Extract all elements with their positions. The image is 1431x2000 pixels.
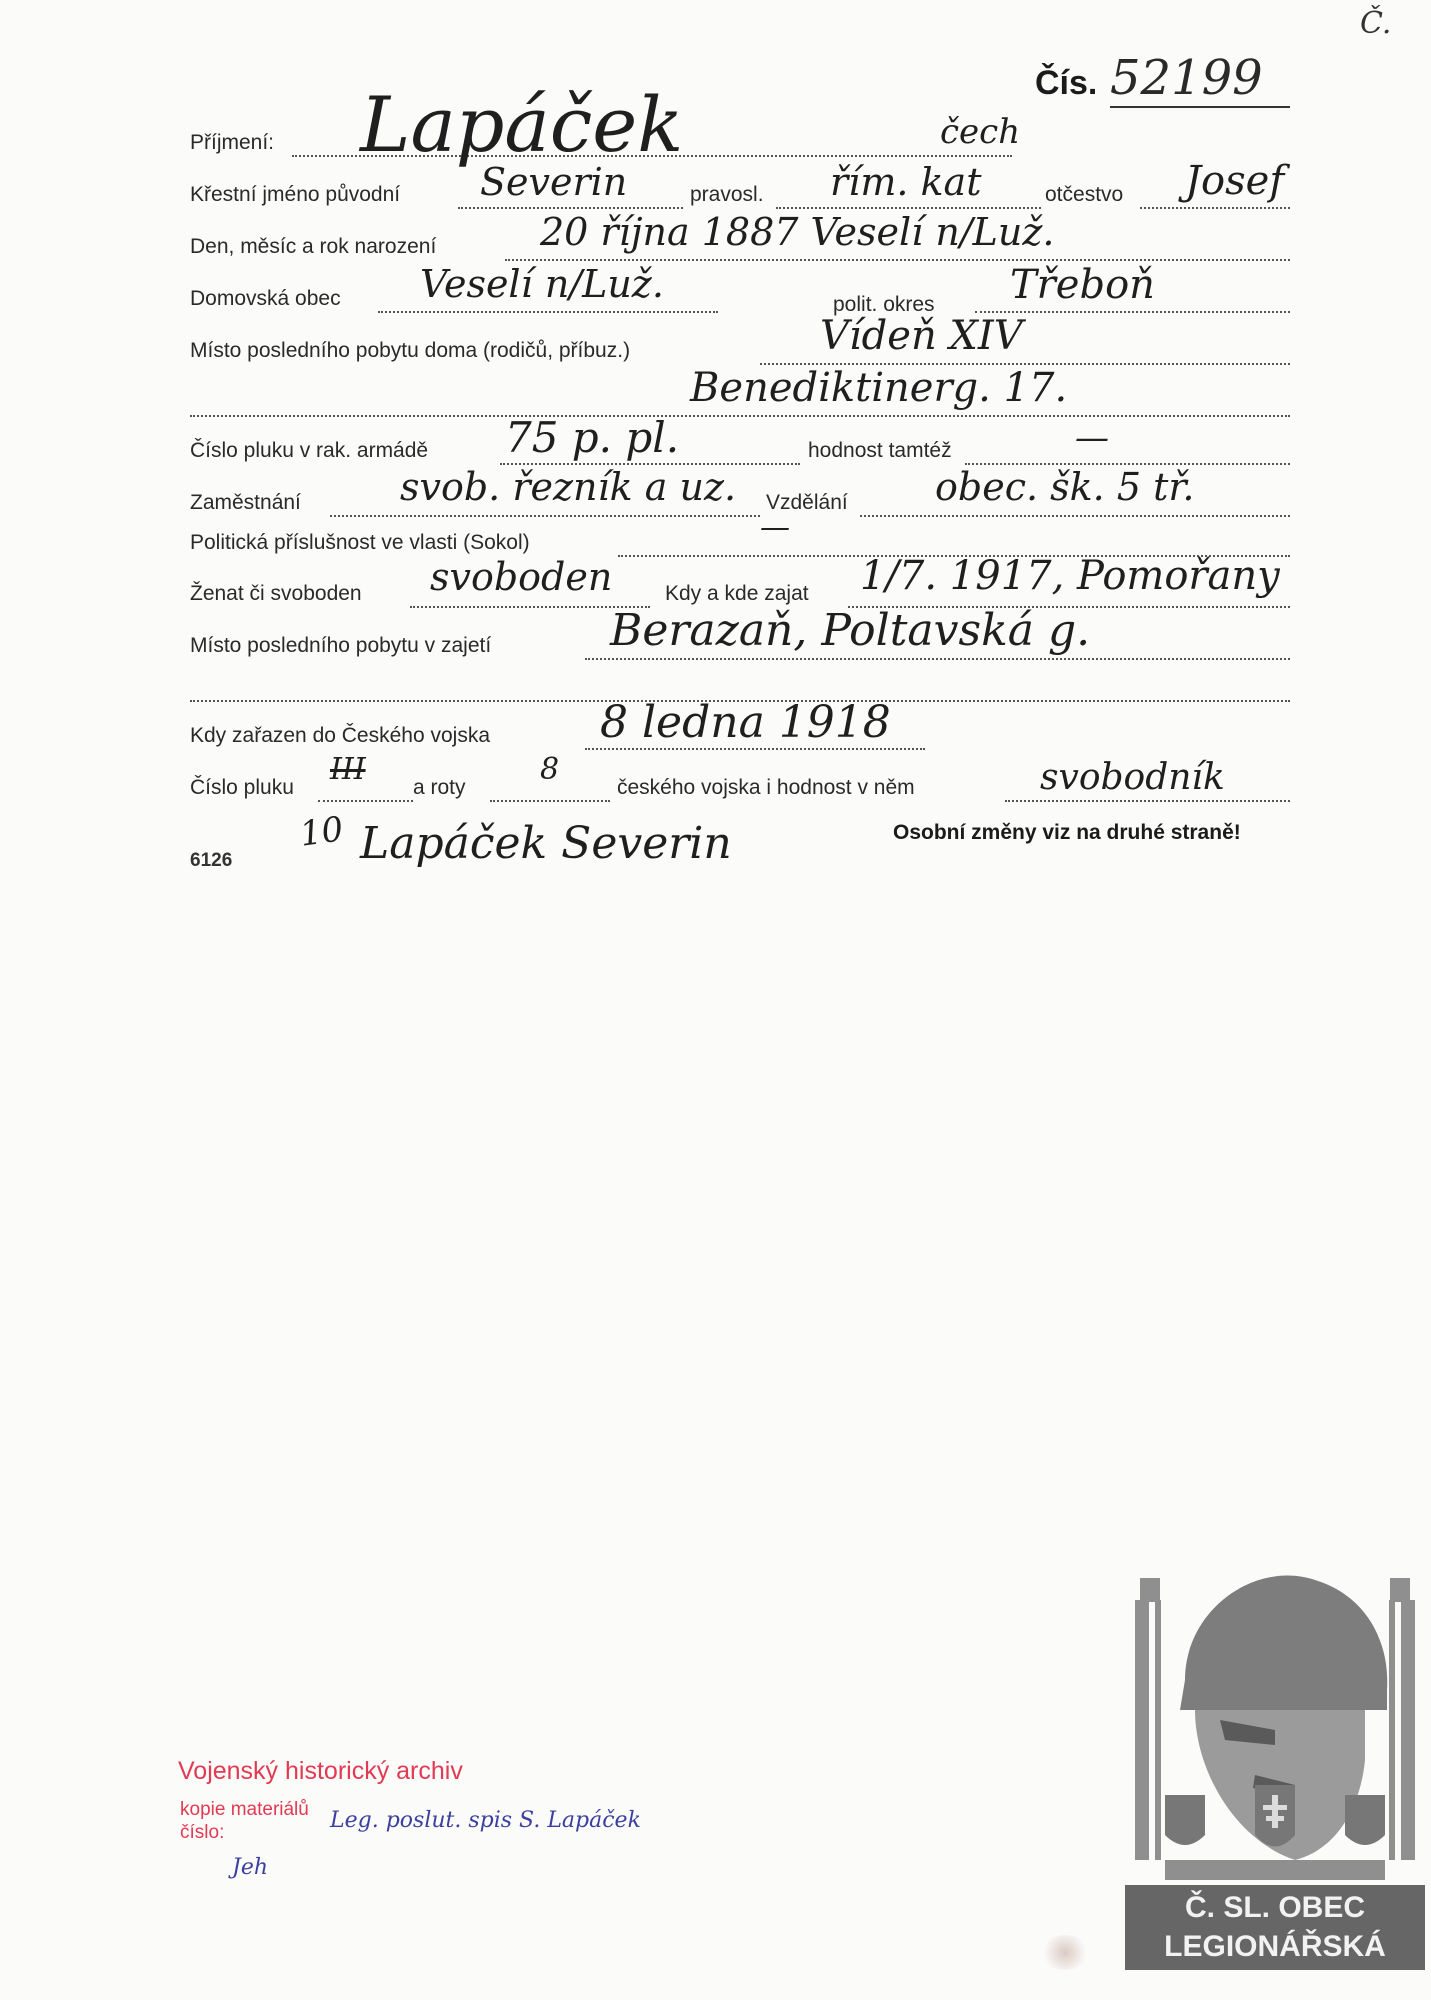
pobyt-zajeti-label: Místo posledního pobytu v zajetí [190, 634, 492, 657]
politicka-value: — [760, 510, 790, 545]
okres-label: polit. okres [833, 293, 935, 316]
signature-prefix: 10 [297, 809, 346, 855]
cislo-value: 52199 [1110, 50, 1290, 108]
cislo-pluku-line [318, 800, 413, 802]
otcestvo-line [1140, 207, 1290, 209]
prijmeni-extra: čech [940, 112, 1021, 152]
hodnost-cesky-value: svobodník [1040, 757, 1225, 798]
pravosl-value: řím. kat [830, 160, 982, 204]
zamestnani-line [330, 515, 760, 517]
zenat-value: svoboden [430, 555, 613, 599]
cislo-label: Čís. [1035, 64, 1098, 102]
prijmeni-label: Příjmení: [190, 131, 275, 154]
logo-line2: LEGIONÁŘSKÁ [1164, 1930, 1386, 1963]
stamp-line2: číslo: [180, 1822, 225, 1843]
signature: Lapáček Severin [360, 818, 732, 869]
hodnost-tamtez-label: hodnost tamtéž [808, 439, 952, 462]
logo-line1: Č. SL. OBEC [1184, 1891, 1366, 1924]
krestni-line [458, 207, 683, 209]
krestni-value: Severin [480, 160, 628, 204]
note-reverse-side: Osobní změny viz na druhé straně! [893, 821, 1241, 844]
roty-value: 8 [540, 752, 560, 787]
zamestnani-label: Zaměstnání [190, 491, 301, 514]
stamp-line1: kopie materiálů [180, 1799, 309, 1820]
vzdelani-label: Vzdělání [766, 491, 848, 514]
domovska-label: Domovská obec [190, 287, 341, 310]
form-code: 6126 [190, 850, 233, 871]
roty-line [490, 800, 610, 802]
pluk-rak-value: 75 p. pl. [505, 413, 680, 462]
narozeni-label: Den, měsíc a rok narození [190, 235, 437, 258]
pluk-rak-label: Číslo pluku v rak. armádě [190, 439, 429, 462]
cislo-pluku-value: III [330, 752, 366, 787]
stamp-handwritten: Leg. poslut. spis S. Lapáček [330, 1808, 641, 1833]
prijmeni-value: Lapáček [360, 80, 684, 169]
roty-label: a roty [413, 776, 466, 799]
vzdelani-line [860, 515, 1290, 517]
domovska-value: Veselí n/Luž. [420, 262, 664, 306]
pravosl-label: pravosl. [690, 183, 764, 206]
pobyt-zajeti-line [585, 658, 1290, 660]
narozeni-line [505, 259, 1290, 261]
corner-mark: Č. [1360, 6, 1392, 41]
stamp-title: Vojenský historický archiv [178, 1757, 463, 1785]
narozeni-value: 20 října 1887 Veselí n/Luž. [540, 210, 1055, 254]
politicka-label: Politická příslušnost ve vlasti (Sokol) [190, 531, 530, 554]
legion-logo [1125, 1560, 1425, 1970]
vzdelani-value: obec. šk. 5 tř. [935, 465, 1195, 509]
zenat-label: Ženat či svoboden [190, 582, 362, 605]
stamp-initials: Jeh [232, 1855, 269, 1880]
pobyt-doma-value-2: Benediktinerg. 17. [690, 365, 1068, 411]
zarazen-value: 8 ledna 1918 [600, 697, 891, 748]
hodnost-tamtez-value: — [1075, 418, 1109, 458]
otcestvo-value: Josef [1185, 158, 1285, 204]
okres-value: Třeboň [1010, 262, 1155, 308]
zarazen-line [585, 748, 925, 750]
hodnost-cesky-line [1005, 800, 1290, 802]
pravosl-line [776, 207, 1041, 209]
otcestvo-label: otčestvo [1045, 183, 1124, 206]
hodnost-cesky-label: českého vojska i hodnost v něm [617, 776, 915, 799]
zarazen-label: Kdy zařazen do Českého vojska [190, 724, 490, 747]
zamestnani-value: svob. řezník a uz. [400, 465, 737, 509]
zajat-value: 1/7. 1917, Pomořany [860, 553, 1280, 599]
krestni-label: Křestní jméno původní [190, 183, 401, 206]
domovska-line [378, 311, 718, 313]
ink-smudge [1040, 1935, 1090, 1970]
zajat-label: Kdy a kde zajat [665, 582, 809, 605]
pobyt-doma-line-2 [190, 415, 1290, 417]
pobyt-doma-value: Vídeň XIV [820, 313, 1023, 359]
cislo-pluku-label: Číslo pluku [190, 776, 294, 799]
pobyt-doma-label: Místo posledního pobytu doma (rodičů, příbuz.) [190, 339, 631, 362]
pobyt-zajeti-value: Berazaň, Poltavská g. [610, 605, 1091, 656]
